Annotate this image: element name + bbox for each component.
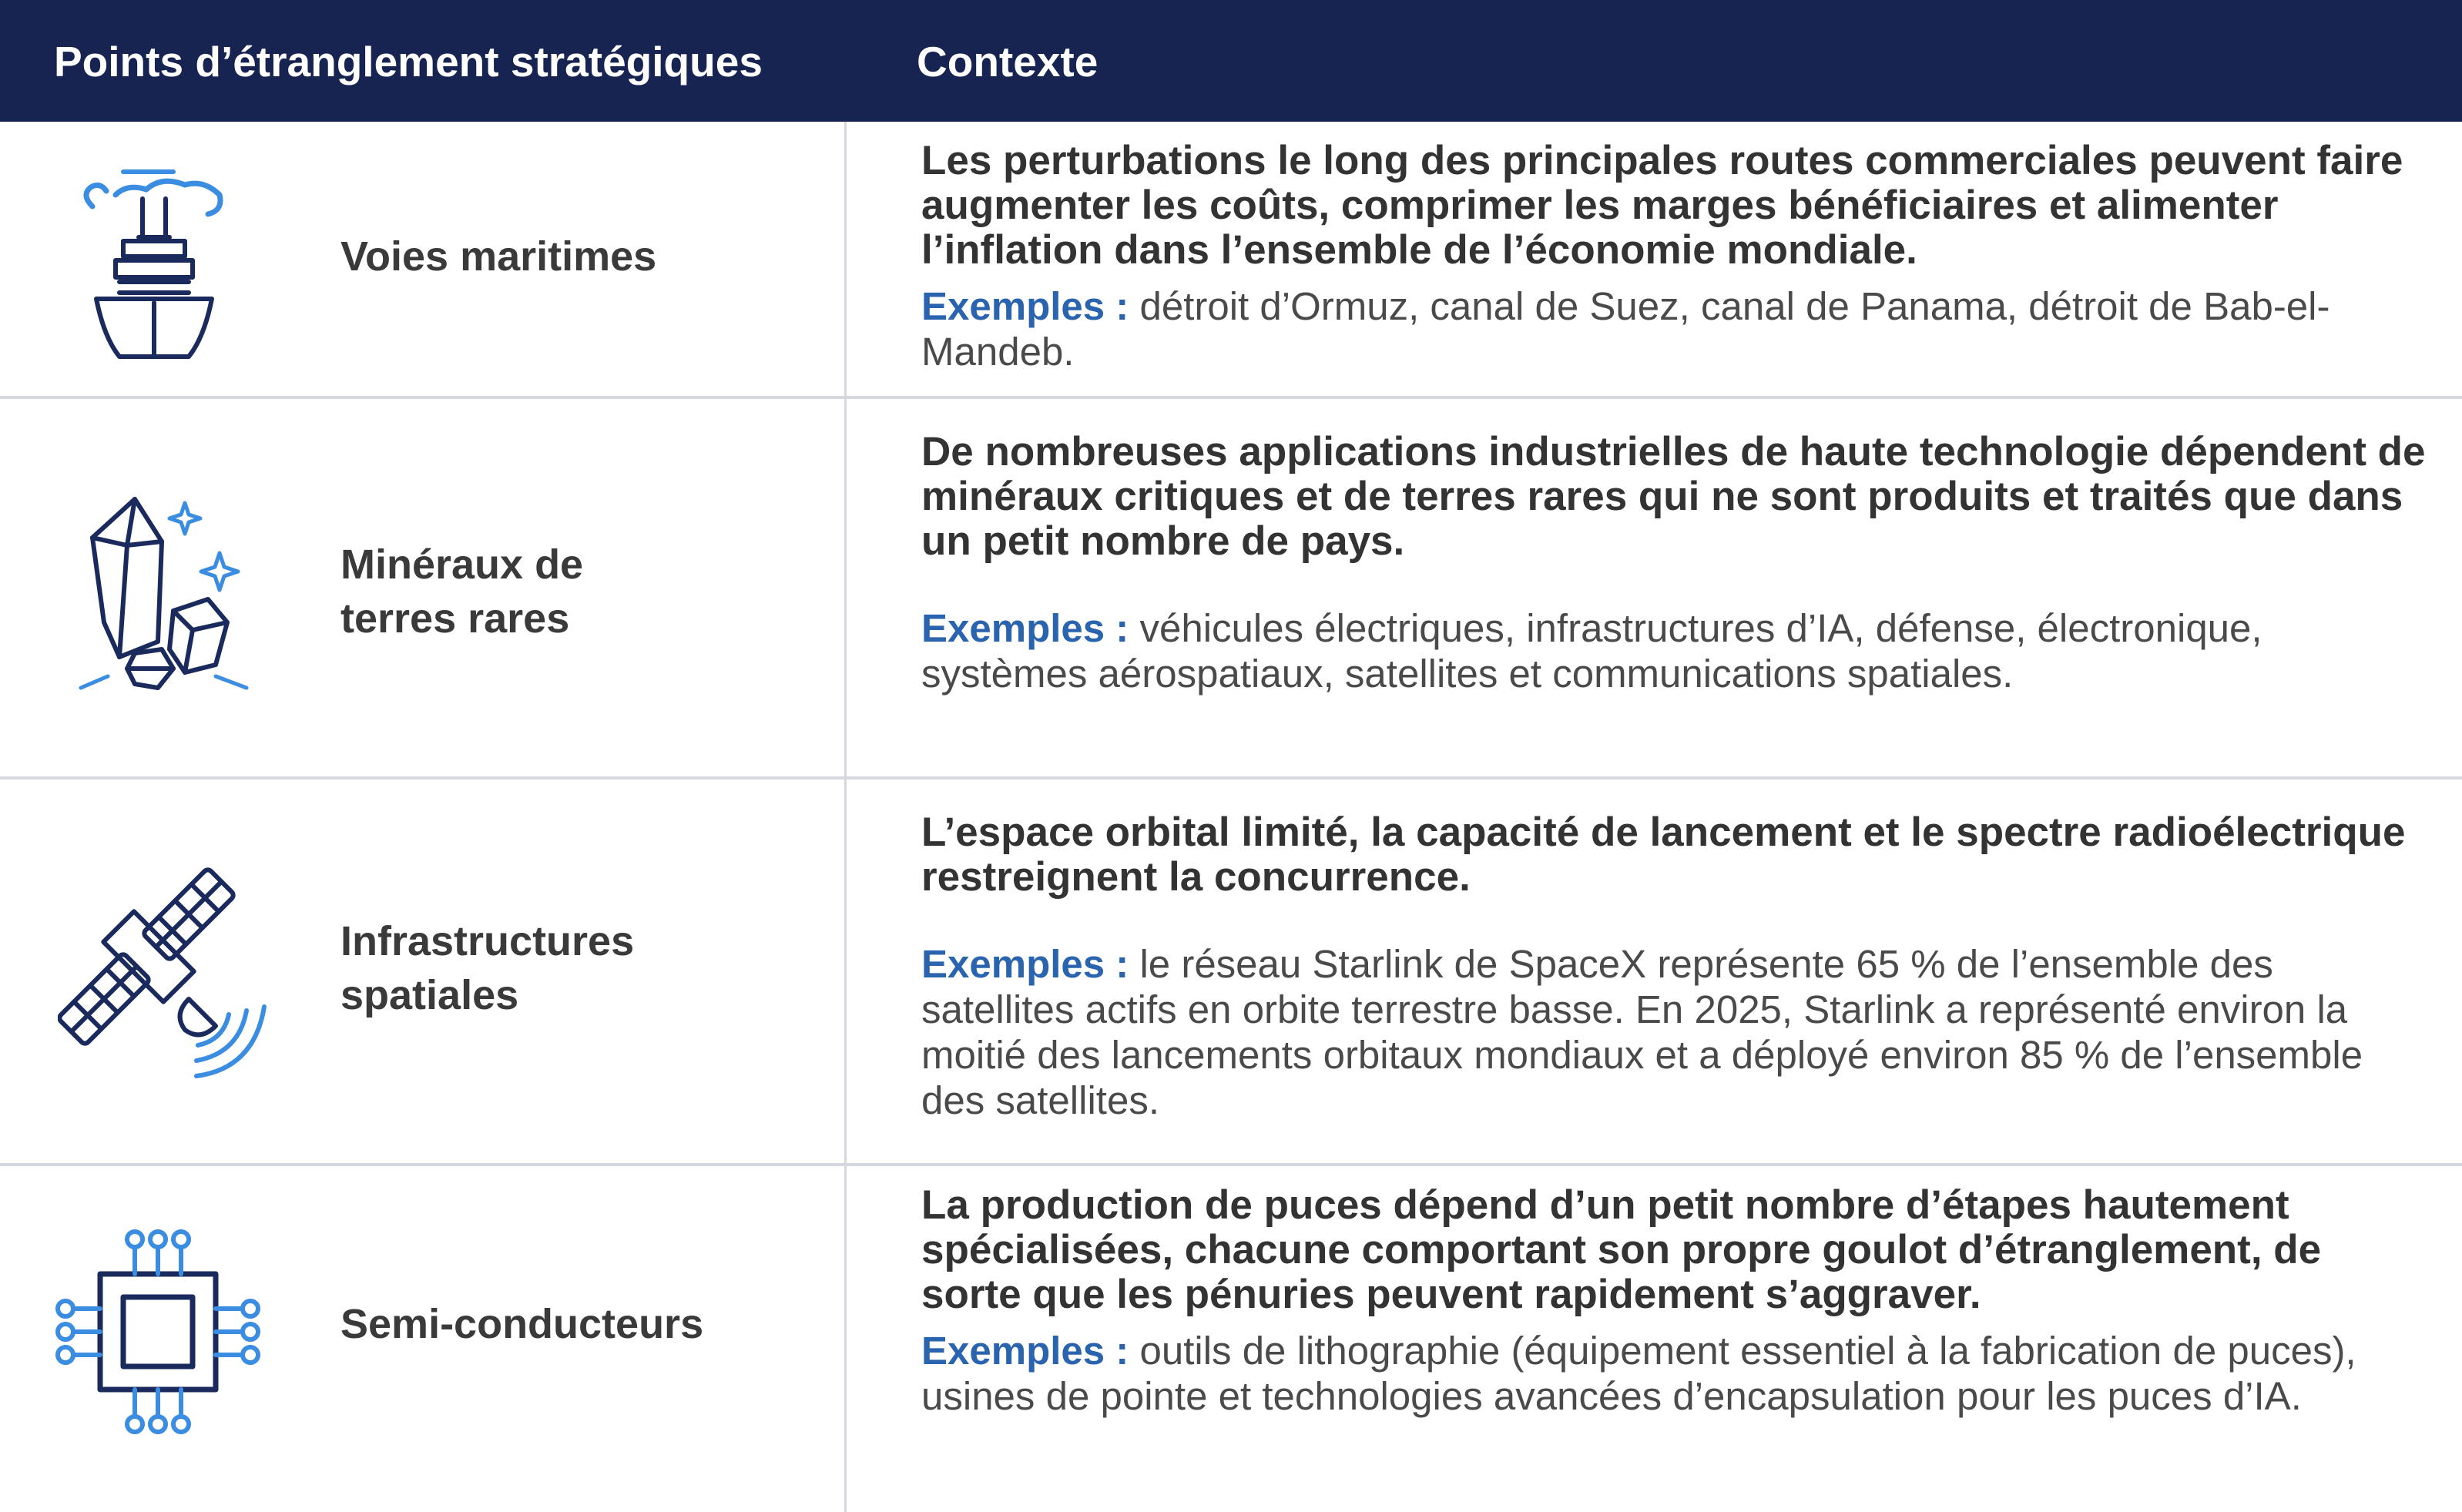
row-examples <box>921 941 2431 1123</box>
row-label <box>340 538 583 645</box>
row-label: Semi-conducteurs <box>340 1301 704 1347</box>
chip-icon <box>50 1224 266 1440</box>
examples-text: véhicules électriques, infrastructures d’IA, défense, électronique, systèmes aérospatiaux, satellites et communications spatiales. <box>921 606 2262 696</box>
row-description: L’espace orbital limité, la capacité de lancement et le spectre radioélectrique restreignent la concurrence. <box>921 810 2406 900</box>
table-row <box>0 399 2462 776</box>
table-row <box>0 1166 2462 1512</box>
row-examples <box>921 605 2431 696</box>
row-context <box>921 139 2431 374</box>
table-header <box>0 0 2462 122</box>
table-row <box>0 779 2462 1163</box>
row-description: La production de puces dépend d’un petit nombre d’étapes hautement spécialisées, chacune comportant son propre goulot d’étranglement, de sorte que les pénuries peuvent rapidement s’aggraver. <box>921 1182 2322 1317</box>
row-examples <box>921 283 2431 374</box>
row-label-line1: Minéraux de <box>340 541 584 588</box>
column-header-chokepoints: Points d’étranglement stratégiques <box>54 38 763 85</box>
examples-label: Exemples : <box>921 284 1129 328</box>
row-context <box>921 1183 2431 1419</box>
column-header-context: Contexte <box>917 38 1099 85</box>
row-label <box>340 914 634 1022</box>
row-context <box>921 810 2431 1123</box>
examples-label: Exemples : <box>921 606 1129 650</box>
crystal-icon <box>73 484 250 692</box>
examples-text: outils de lithographie (équipement essentiel à la fabrication de puces), usines de pointe et technologies avancées d’encapsulation pour les puces d’IA. <box>921 1329 2356 1418</box>
examples-label: Exemples : <box>921 1329 1129 1373</box>
ship-icon <box>77 153 231 364</box>
row-label-line2: terres rares <box>340 595 570 642</box>
row-label-line2: spatiales <box>340 972 519 1018</box>
row-examples <box>921 1328 2431 1419</box>
row-context <box>921 430 2431 696</box>
examples-text: le réseau Starlink de SpaceX représente 65 % de l’ensemble des satellites actifs en orbite terrestre basse. En 2025, Starlink a représenté environ la moitié des lancements orbitaux mondiaux et a déployé environ 85 % de l’ensemble des satellites. <box>921 942 2363 1122</box>
row-description: Les perturbations le long des principales routes commerciales peuvent faire augmenter les coûts, comprimer les marges bénéficiaires et alimenter l’inflation dans l’ensemble de l’économie mondiale. <box>921 138 2403 273</box>
examples-text: détroit d’Ormuz, canal de Suez, canal de Panama, détroit de Bab-el-Mandeb. <box>921 284 2330 374</box>
row-label-line1: Infrastructures <box>340 918 635 964</box>
examples-label: Exemples : <box>921 942 1129 986</box>
row-label: Voies maritimes <box>340 233 657 280</box>
satellite-icon <box>58 857 273 1080</box>
table-row <box>0 122 2462 396</box>
row-description: De nombreuses applications industrielles de haute technologie dépendent de minéraux critiques et de terres rares qui ne sont produits et traités que dans un petit nombre de pays. <box>921 429 2426 564</box>
